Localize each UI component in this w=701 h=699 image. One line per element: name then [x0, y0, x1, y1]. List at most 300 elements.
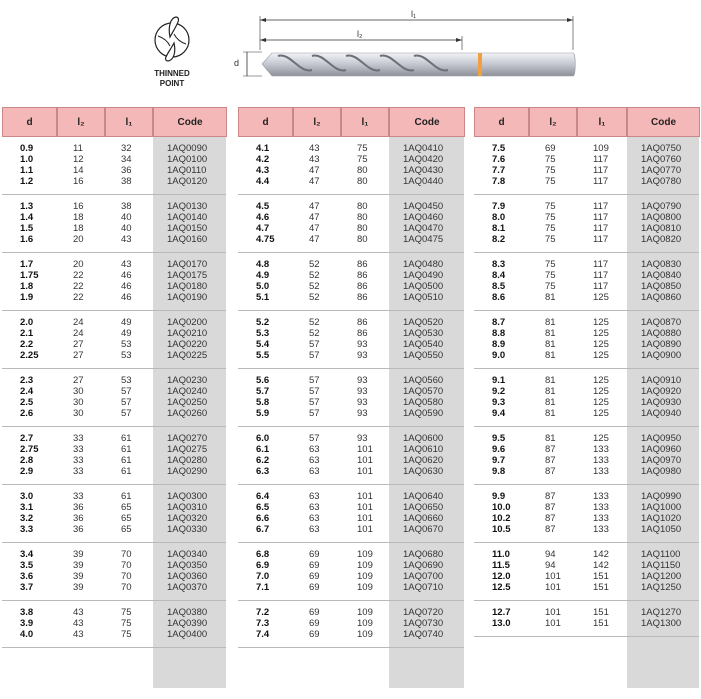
cell-l1: 86: [357, 328, 368, 339]
cell-d: 1.7: [20, 259, 34, 270]
cell-l2: 11: [73, 143, 83, 154]
cell-code: 1AQ0890: [641, 339, 682, 350]
cell-l1: 57: [121, 386, 132, 397]
cell-l1: 53: [121, 339, 132, 350]
cell-d: 2.9: [20, 466, 34, 477]
cell-l1: 151: [593, 582, 609, 593]
table-row: [2, 143, 226, 154]
table-row: [238, 375, 464, 386]
table-row: [474, 201, 699, 212]
cell-code: 1AQ0570: [403, 386, 444, 397]
row-group: [474, 601, 699, 637]
cell-l2: 47: [309, 165, 320, 176]
cell-l2: 52: [309, 328, 320, 339]
cell-l2: 33: [73, 455, 84, 466]
cell-code: 1AQ0730: [403, 618, 444, 629]
header-l1: l₁: [341, 107, 389, 137]
cell-l1: 93: [357, 375, 368, 386]
table-row: [238, 629, 464, 640]
cell-d: 4.4: [256, 176, 270, 187]
cell-l2: 81: [545, 350, 556, 361]
table-row: [238, 223, 464, 234]
cell-l2: 27: [73, 339, 84, 350]
cell-l1: 75: [121, 618, 132, 629]
table-row: [238, 270, 464, 281]
cell-code: 1AQ0380: [167, 607, 208, 618]
cell-l1: 65: [121, 513, 132, 524]
cell-code: 1AQ0720: [403, 607, 444, 618]
row-group: [238, 311, 464, 369]
cell-code: 1AQ0820: [641, 234, 682, 245]
cell-d: 1.5: [20, 223, 34, 234]
cell-l1: 125: [593, 386, 609, 397]
thinned-point-label-line1: THINNED: [154, 69, 190, 78]
row-group: [474, 543, 699, 601]
cell-code: 1AQ0200: [167, 317, 208, 328]
table-row: [238, 154, 464, 165]
cell-l1: 142: [593, 549, 609, 560]
cell-l1: 93: [357, 339, 368, 350]
cell-l1: 133: [593, 455, 609, 466]
table-row: [2, 154, 226, 165]
cell-d: 7.8: [492, 176, 506, 187]
cell-code: 1AQ0240: [167, 386, 208, 397]
cell-code: 1AQ1100: [641, 549, 681, 560]
table-row: [238, 444, 464, 455]
cell-l2: 47: [309, 223, 320, 234]
cell-d: 1.6: [20, 234, 34, 245]
cell-d: 8.5: [492, 281, 506, 292]
cell-l2: 22: [73, 292, 84, 303]
cell-l1: 86: [357, 259, 368, 270]
cell-d: 9.4: [492, 408, 506, 419]
table-row: [238, 317, 464, 328]
cell-d: 5.5: [256, 350, 270, 361]
cell-code: 1AQ0810: [641, 223, 682, 234]
cell-d: 2.3: [20, 375, 34, 386]
table-row: [2, 582, 226, 593]
cell-l2: 43: [73, 618, 84, 629]
cell-l1: 109: [357, 618, 373, 629]
cell-l2: 69: [309, 582, 320, 593]
cell-code: 1AQ0130: [167, 201, 208, 212]
thinned-point-label-line2: POINT: [159, 79, 185, 88]
table-row: [2, 281, 226, 292]
cell-l2: 33: [73, 466, 84, 477]
cell-d: 5.2: [256, 317, 270, 328]
table-row: [238, 607, 464, 618]
cell-l2: 57: [309, 386, 320, 397]
table-row: [238, 433, 464, 444]
table-row: [474, 350, 699, 361]
cell-l1: 117: [593, 201, 609, 212]
table-row: [474, 292, 699, 303]
cell-code: 1AQ0475: [403, 234, 444, 245]
cell-d: 8.2: [492, 234, 506, 245]
cell-l2: 87: [545, 466, 556, 477]
table-row: [2, 350, 226, 361]
cell-l1: 133: [593, 513, 609, 524]
table-row: [238, 339, 464, 350]
table-row: [474, 270, 699, 281]
row-group: [474, 253, 699, 311]
cell-l2: 16: [73, 176, 84, 187]
cell-code: 1AQ0120: [167, 176, 208, 187]
cell-d: 5.0: [256, 281, 270, 292]
cell-l2: 63: [309, 524, 320, 535]
table-row: [474, 281, 699, 292]
cell-d: 8.6: [492, 292, 506, 303]
cell-code: 1AQ0640: [403, 491, 444, 502]
cell-d: 4.7: [256, 223, 270, 234]
table-row: [238, 455, 464, 466]
cell-code: 1AQ0500: [403, 281, 444, 292]
thinned-point-label: [146, 69, 198, 89]
cell-l1: 86: [357, 281, 368, 292]
thinned-point-icon: [155, 17, 189, 61]
table-row: [2, 571, 226, 582]
cell-code: 1AQ0340: [167, 549, 208, 560]
cell-code: 1AQ0330: [167, 524, 208, 535]
cell-l2: 75: [545, 212, 556, 223]
cell-code: 1AQ0930: [641, 397, 682, 408]
cell-l1: 117: [593, 281, 609, 292]
cell-code: 1AQ0660: [403, 513, 444, 524]
cell-code: 1AQ0400: [167, 629, 208, 640]
cell-l1: 125: [593, 375, 609, 386]
cell-l1: 70: [121, 549, 132, 560]
cell-code: 1AQ0170: [167, 259, 208, 270]
table-row: [238, 176, 464, 187]
cell-l1: 53: [121, 375, 132, 386]
cell-code: 1AQ0550: [403, 350, 444, 361]
cell-code: 1AQ0440: [403, 176, 444, 187]
cell-l2: 43: [309, 143, 320, 154]
cell-d: 10.2: [492, 513, 511, 524]
cell-d: 9.3: [492, 397, 506, 408]
cell-l2: 87: [545, 524, 556, 535]
table-2-header: [238, 107, 465, 137]
cell-l2: 81: [545, 375, 556, 386]
cell-code: 1AQ1200: [641, 571, 682, 582]
cell-l2: 16: [73, 201, 84, 212]
header-l2: l₂: [57, 107, 105, 137]
row-group: [238, 601, 464, 648]
cell-l2: 87: [545, 444, 556, 455]
d-dimension-label: d: [234, 58, 240, 68]
table-row: [474, 607, 699, 618]
cell-d: 5.7: [256, 386, 270, 397]
cell-l1: 57: [121, 397, 132, 408]
cell-l1: 133: [593, 502, 609, 513]
cell-d: 6.6: [256, 513, 270, 524]
row-group: [238, 369, 464, 427]
table-row: [2, 491, 226, 502]
table-row: [2, 339, 226, 350]
cell-code: 1AQ0160: [167, 234, 208, 245]
cell-d: 6.8: [256, 549, 270, 560]
header-l2: l₂: [293, 107, 341, 137]
cell-code: 1AQ0230: [167, 375, 208, 386]
cell-l1: 133: [593, 466, 609, 477]
cell-code: 1AQ0470: [403, 223, 444, 234]
cell-code: 1AQ0800: [641, 212, 682, 223]
cell-code: 1AQ0830: [641, 259, 682, 270]
cell-d: 5.1: [256, 292, 270, 303]
table-row: [238, 502, 464, 513]
cell-code: 1AQ0750: [641, 143, 682, 154]
cell-code: 1AQ0970: [641, 455, 682, 466]
cell-l1: 93: [357, 433, 368, 444]
table-row: [474, 234, 699, 245]
cell-l2: 63: [309, 491, 320, 502]
cell-code: 1AQ0320: [167, 513, 208, 524]
cell-l1: 109: [357, 571, 373, 582]
table-row: [474, 223, 699, 234]
cell-d: 2.75: [20, 444, 39, 455]
cell-code: 1AQ0110: [167, 165, 207, 176]
cell-code: 1AQ0770: [641, 165, 682, 176]
cell-l1: 86: [357, 270, 368, 281]
cell-l2: 69: [309, 618, 320, 629]
cell-code: 1AQ0710: [403, 582, 444, 593]
cell-code: 1AQ0300: [167, 491, 208, 502]
cell-l1: 151: [593, 607, 609, 618]
cell-code: 1AQ0260: [167, 408, 208, 419]
cell-d: 4.8: [256, 259, 270, 270]
table-row: [474, 549, 699, 560]
cell-l2: 63: [309, 455, 320, 466]
table-row: [238, 201, 464, 212]
cell-d: 5.9: [256, 408, 270, 419]
cell-l1: 75: [357, 154, 368, 165]
cell-l2: 57: [309, 397, 320, 408]
cell-d: 2.7: [20, 433, 34, 444]
row-group: [474, 485, 699, 543]
table-row: [474, 259, 699, 270]
cell-l2: 94: [545, 560, 556, 571]
cell-code: 1AQ0410: [403, 143, 444, 154]
cell-d: 1.9: [20, 292, 34, 303]
cell-code: 1AQ0290: [167, 466, 208, 477]
cell-d: 4.3: [256, 165, 270, 176]
header-code: Code: [153, 107, 227, 137]
cell-l2: 36: [73, 513, 84, 524]
cell-l1: 117: [593, 259, 609, 270]
cell-d: 8.9: [492, 339, 506, 350]
cell-l1: 125: [593, 328, 609, 339]
cell-code: 1AQ0310: [167, 502, 208, 513]
cell-d: 8.0: [492, 212, 506, 223]
cell-code: 1AQ1270: [641, 607, 682, 618]
cell-code: 1AQ0630: [403, 466, 444, 477]
cell-d: 11.5: [492, 560, 510, 571]
cell-d: 2.8: [20, 455, 34, 466]
cell-code: 1AQ1020: [641, 513, 682, 524]
table-row: [238, 281, 464, 292]
table-row: [2, 328, 226, 339]
header-l1: l₁: [577, 107, 627, 137]
cell-l2: 39: [73, 549, 84, 560]
cell-d: 0.9: [20, 143, 34, 154]
cell-l2: 33: [73, 491, 84, 502]
cell-code: 1AQ0270: [167, 433, 208, 444]
table-row: [2, 502, 226, 513]
cell-d: 6.4: [256, 491, 270, 502]
cell-code: 1AQ0350: [167, 560, 208, 571]
row-group: [2, 253, 226, 311]
cell-l1: 125: [593, 350, 609, 361]
cell-code: 1AQ0870: [641, 317, 682, 328]
cell-l2: 57: [309, 375, 320, 386]
cell-l1: 61: [121, 444, 132, 455]
cell-code: 1AQ0150: [167, 223, 208, 234]
cell-code: 1AQ1150: [641, 560, 681, 571]
cell-code: 1AQ0650: [403, 502, 444, 513]
cell-l1: 80: [357, 223, 368, 234]
cell-l2: 75: [545, 154, 556, 165]
cell-code: 1AQ0910: [641, 375, 682, 386]
table-row: [474, 524, 699, 535]
cell-l2: 12: [73, 154, 84, 165]
cell-l1: 93: [357, 350, 368, 361]
cell-l1: 109: [357, 629, 373, 640]
table-row: [238, 165, 464, 176]
cell-l2: 27: [73, 350, 84, 361]
table-row: [474, 560, 699, 571]
cell-code: 1AQ0990: [641, 491, 682, 502]
cell-code: 1AQ0600: [403, 433, 444, 444]
table-2-body: [238, 137, 464, 648]
row-group: [2, 485, 226, 543]
cell-l2: 39: [73, 571, 84, 582]
cell-d: 2.25: [20, 350, 39, 361]
table-row: [474, 571, 699, 582]
cell-code: 1AQ1000: [641, 502, 682, 513]
cell-d: 7.0: [256, 571, 270, 582]
table-row: [238, 582, 464, 593]
table-row: [2, 524, 226, 535]
cell-l2: 75: [545, 165, 556, 176]
d-dimension-line: [243, 52, 262, 76]
cell-l1: 117: [593, 154, 609, 165]
cell-code: 1AQ0520: [403, 317, 444, 328]
cell-code: 1AQ0210: [167, 328, 208, 339]
cell-d: 2.6: [20, 408, 34, 419]
cell-code: 1AQ0510: [403, 292, 444, 303]
cell-d: 4.0: [20, 629, 34, 640]
cell-d: 12.0: [492, 571, 511, 582]
cell-d: 2.1: [20, 328, 34, 339]
cell-l1: 125: [593, 408, 609, 419]
table-row: [2, 397, 226, 408]
cell-l2: 14: [73, 165, 84, 176]
cell-l1: 65: [121, 502, 132, 513]
cell-d: 3.4: [20, 549, 34, 560]
table-row: [238, 513, 464, 524]
cell-d: 6.2: [256, 455, 270, 466]
cell-l1: 75: [121, 629, 132, 640]
cell-l2: 18: [73, 223, 84, 234]
cell-d: 4.75: [256, 234, 275, 245]
cell-code: 1AQ0840: [641, 270, 682, 281]
cell-l2: 20: [73, 234, 84, 245]
table-row: [2, 212, 226, 223]
cell-d: 10.0: [492, 502, 511, 513]
cell-d: 6.0: [256, 433, 270, 444]
cell-l1: 80: [357, 234, 368, 245]
table-row: [474, 386, 699, 397]
cell-l1: 133: [593, 524, 609, 535]
cell-l1: 80: [357, 176, 368, 187]
cell-l2: 24: [73, 328, 84, 339]
cell-d: 8.3: [492, 259, 506, 270]
cell-l2: 52: [309, 317, 320, 328]
cell-l2: 87: [545, 491, 556, 502]
cell-code: 1AQ1050: [641, 524, 682, 535]
cell-code: 1AQ0180: [167, 281, 208, 292]
table-row: [474, 317, 699, 328]
cell-l2: 24: [73, 317, 84, 328]
cell-code: 1AQ0490: [403, 270, 444, 281]
l1-dimension-line: [260, 16, 573, 50]
table-1-header: [2, 107, 227, 137]
drill-illustration: [0, 0, 701, 100]
cell-l1: 133: [593, 491, 609, 502]
cell-code: 1AQ0360: [167, 571, 208, 582]
row-group: [238, 195, 464, 253]
cell-l2: 69: [309, 629, 320, 640]
cell-code: 1AQ0275: [167, 444, 208, 455]
cell-l1: 32: [121, 143, 132, 154]
cell-l2: 47: [309, 201, 320, 212]
table-row: [238, 397, 464, 408]
table-row: [2, 165, 226, 176]
cell-l2: 87: [545, 513, 556, 524]
row-group: [2, 543, 226, 601]
cell-l2: 81: [545, 433, 556, 444]
cell-d: 5.4: [256, 339, 270, 350]
cell-l1: 125: [593, 317, 609, 328]
table-3-header: [474, 107, 700, 137]
cell-l2: 43: [73, 607, 84, 618]
cell-code: 1AQ0610: [403, 444, 444, 455]
cell-l2: 47: [309, 212, 320, 223]
cell-d: 9.7: [492, 455, 506, 466]
cell-d: 6.1: [256, 444, 270, 455]
cell-l1: 61: [121, 466, 132, 477]
cell-l1: 65: [121, 524, 132, 535]
cell-code: 1AQ0460: [403, 212, 444, 223]
table-row: [238, 143, 464, 154]
table-row: [474, 491, 699, 502]
table-row: [238, 524, 464, 535]
cell-l1: 86: [357, 317, 368, 328]
cell-l2: 81: [545, 408, 556, 419]
l1-dimension-label: l₁: [411, 9, 417, 19]
table-row: [2, 317, 226, 328]
cell-l2: 18: [73, 212, 84, 223]
cell-d: 2.5: [20, 397, 34, 408]
cell-l2: 52: [309, 270, 320, 281]
cell-l1: 49: [121, 328, 132, 339]
cell-d: 9.2: [492, 386, 506, 397]
cell-d: 9.9: [492, 491, 506, 502]
cell-d: 3.7: [20, 582, 34, 593]
cell-l1: 36: [121, 165, 132, 176]
table-row: [474, 582, 699, 593]
cell-l2: 81: [545, 317, 556, 328]
